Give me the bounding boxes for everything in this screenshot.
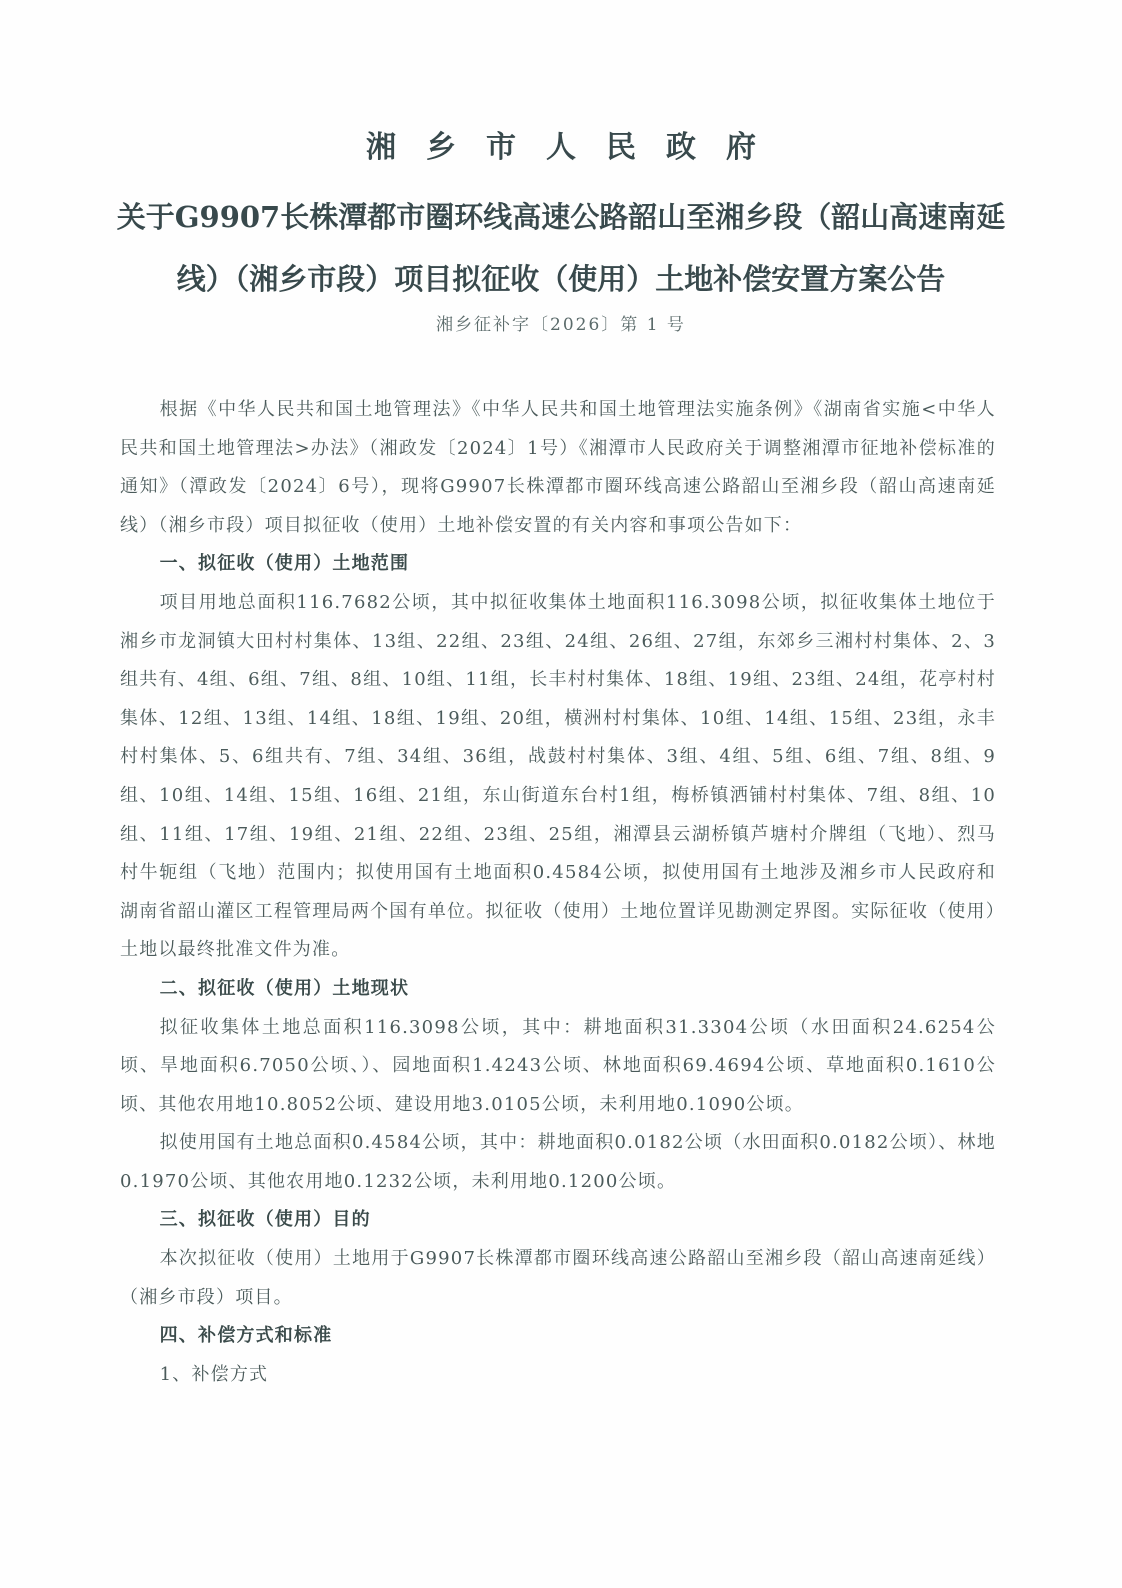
compensation-method-subheading: 1、补偿方式 xyxy=(159,1363,269,1385)
document-number: 湘乡征补字〔2026〕第 1 号 xyxy=(436,315,686,335)
land-status-paragraph-collective: 拟征收集体土地总面积116.3098公顷，其中：耕地面积31.3304公顷（水田面积24.6254公顷、旱地面积6.7050公顷、）、园地面积1.4243公顷、林地面积69.4694公顷、草地面积0.1610公顷、其他农用地10.8052公顷、建设用地3.0105公顷，未利用地0.1090公顷。 xyxy=(120,1016,996,1115)
document-body xyxy=(120,391,996,1394)
intro-paragraph: 根据《中华人民共和国土地管理法》《中华人民共和国土地管理法实施条例》《湖南省实施<中华人民共和国土地管理法>办法》（湘政发〔2024〕1号）《湘潭市人民政府关于调整湘潭市征地补偿标准的通知》（潭政发〔2024〕6号），现将G9907长株潭都市圈环线高速公路韶山至湘乡段（韶山高速南延线）（湘乡市段）项目拟征收（使用）土地补偿安置的有关内容和事项公告如下： xyxy=(120,399,996,536)
issuer-name: 湘乡市人民政府 xyxy=(366,130,786,165)
section-heading-land-status: 二、拟征收（使用）土地现状 xyxy=(159,977,410,999)
land-status-paragraph-state: 拟使用国有土地总面积0.4584公顷，其中：耕地面积0.0182公顷（水田面积0.0182公顷）、林地0.1970公顷、其他农用地0.1232公顷，未利用地0.1200公顷。 xyxy=(120,1132,996,1192)
purpose-paragraph: 本次拟征收（使用）土地用于G9907长株潭都市圈环线高速公路韶山至湘乡段（韶山高速南延线）（湘乡市段）项目。 xyxy=(120,1248,996,1308)
section-heading-land-scope: 一、拟征收（使用）土地范围 xyxy=(159,553,410,575)
section-heading-purpose: 三、拟征收（使用）目的 xyxy=(159,1209,371,1231)
section-heading-compensation: 四、补偿方式和标准 xyxy=(159,1325,333,1347)
document-title: 关于G9907长株潭都市圈环线高速公路韶山至湘乡段（韶山高速南延线）（湘乡市段）项目拟征收（使用）土地补偿安置方案公告 xyxy=(116,200,1006,296)
land-scope-paragraph: 项目用地总面积116.7682公顷，其中拟征收集体土地面积116.3098公顷，拟征收集体土地位于湘乡市龙洞镇大田村村集体、13组、22组、23组、24组、26组、27组，东郊乡三湘村村集体、2、3组共有、4组、6组、7组、8组、10组、11组，长丰村村集体、18组、19组、23组、24组，花亭村村集体、12组、13组、14组、18组、19组、20组，横洲村村集体、10组、14组、15组、23组，永丰村村集体、5、6组共有、7组、34组、36组，战鼓村村集体、3组、4组、5组、6组、7组、8组、9组、10组、14组、15组、16组、21组，东山街道东台村1组，梅桥镇洒铺村村集体、7组、8组、10组、11组、17组、19组、21组、22组、23组、25组，湘潭县云湖桥镇芦塘村介牌组（飞地）、烈马村牛轭组（飞地）范围内；拟使用国有土地面积0.4584公顷，拟使用国有土地涉及湘乡市人民政府和湖南省韶山灌区工程管理局两个国有单位。拟征收（使用）土地位置详见勘测定界图。实际征收（使用）土地以最终批准文件为准。 xyxy=(120,591,996,961)
